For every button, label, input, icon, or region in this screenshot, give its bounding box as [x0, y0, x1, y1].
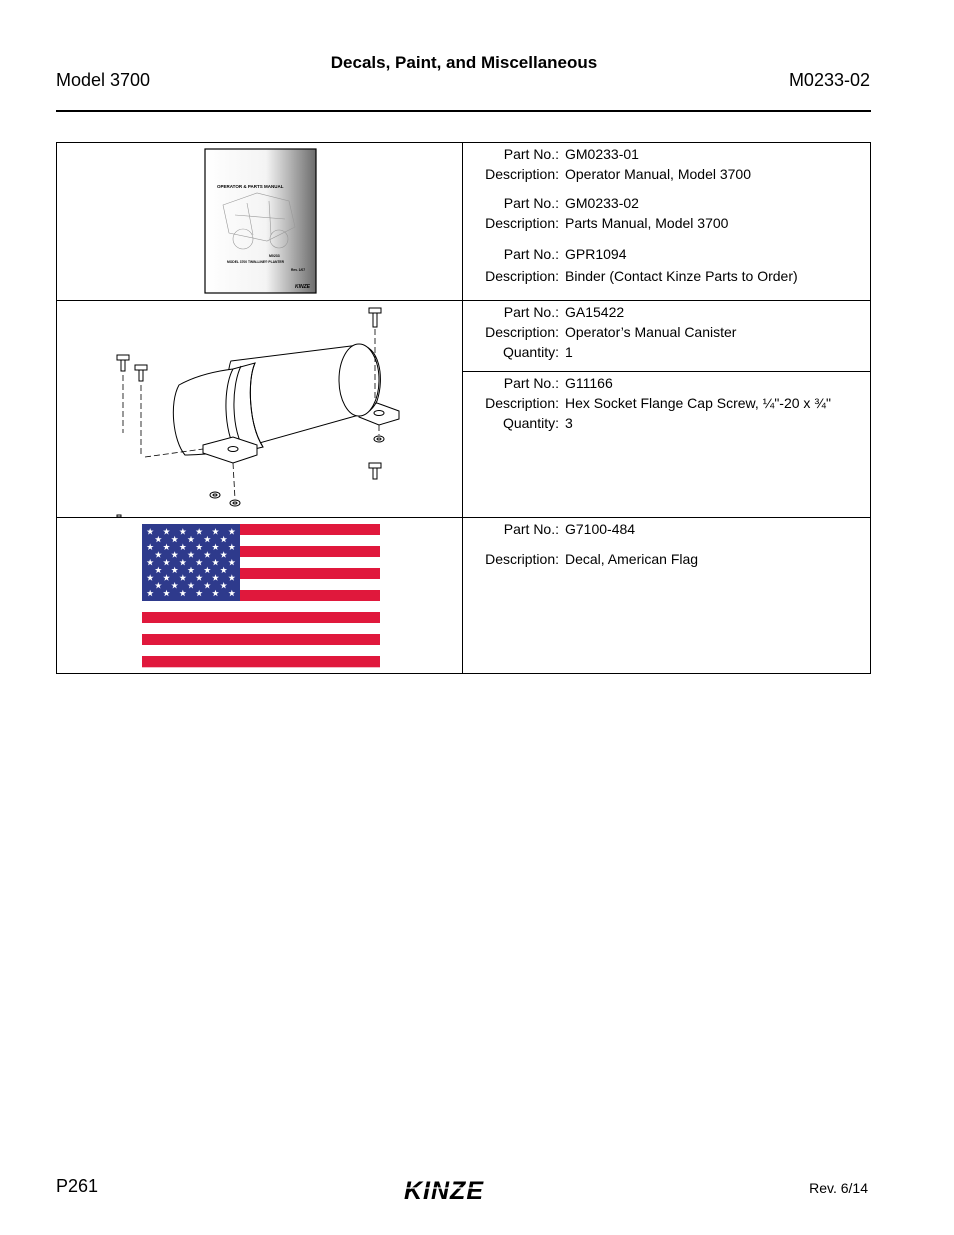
description: Operator Manual, Model 3700 — [565, 166, 751, 182]
description-label: Description: — [485, 215, 559, 231]
description: Binder (Contact Kinze Parts to Order) — [565, 268, 798, 284]
table-row — [57, 301, 871, 518]
info-cell — [463, 518, 871, 674]
quantity-label: Quantity: — [502, 415, 559, 431]
quantity-label: Quantity: — [502, 344, 559, 360]
description-label: Description: — [485, 324, 559, 340]
flag-stripe — [142, 656, 380, 667]
quantity: 1 — [565, 344, 573, 360]
table-row — [57, 518, 871, 674]
manual-cover-image — [57, 143, 462, 300]
image-cell — [57, 143, 463, 301]
section-title: Decals, Paint, and Miscellaneous — [330, 53, 598, 72]
description: Operator’s Manual Canister — [565, 324, 737, 340]
flag-stripe — [142, 623, 380, 634]
logo-text: KINZE — [404, 1177, 484, 1204]
description: Decal, American Flag — [565, 551, 699, 567]
part-label: Part No.: — [503, 521, 559, 537]
document-number: M0233-02 — [788, 70, 870, 90]
flag-stripe — [142, 612, 380, 623]
flag-stripe — [142, 634, 380, 645]
image-cell — [57, 301, 463, 518]
description-label: Description: — [485, 395, 559, 411]
part-label: Part No.: — [503, 246, 559, 262]
flag-canton — [142, 524, 240, 601]
info-cell — [463, 301, 871, 518]
cover-line2: MODEL 3700 TWIN-LINE® PLANTER — [227, 260, 284, 264]
description-label: Description: — [485, 268, 559, 284]
image-cell — [57, 518, 463, 674]
kinze-logo — [400, 1176, 524, 1209]
part-number: GM0233-02 — [565, 195, 639, 211]
part-label: Part No.: — [503, 375, 559, 391]
table-row — [57, 143, 871, 301]
description: Parts Manual, Model 3700 — [565, 215, 729, 231]
description-label: Description: — [485, 551, 559, 567]
info-cell — [463, 143, 871, 301]
part-number: G11166 — [565, 375, 613, 391]
page-number: P261 — [56, 1176, 99, 1196]
part-number: GPR1094 — [565, 246, 627, 262]
canister-diagram — [57, 301, 462, 517]
cover-line3: Rev. 1/07 — [291, 268, 306, 272]
cover-brand: KINZE — [295, 284, 310, 290]
part-label: Part No.: — [503, 195, 559, 211]
part-label: Part No.: — [503, 304, 559, 320]
flag-stripe — [142, 601, 380, 612]
header-divider — [56, 110, 871, 112]
parts-table — [56, 142, 871, 674]
flag-stripe — [142, 645, 380, 656]
model-label: Model 3700 — [56, 70, 151, 90]
part-number: G7100-484 — [565, 521, 636, 537]
part-number: GM0233-01 — [565, 146, 639, 162]
cover-line1: M0233 — [269, 254, 280, 258]
description-label: Description: — [485, 166, 559, 182]
quantity: 3 — [565, 415, 573, 431]
cover-title: OPERATOR & PARTS MANUAL — [217, 184, 284, 189]
part-label: Part No.: — [503, 146, 559, 162]
revision-date: Rev. 6/14 — [809, 1180, 868, 1196]
description: Hex Socket Flange Cap Screw, ¼"-20 x ¾" — [565, 395, 831, 411]
part-number: GA15422 — [565, 304, 625, 320]
american-flag-image — [57, 518, 462, 673]
